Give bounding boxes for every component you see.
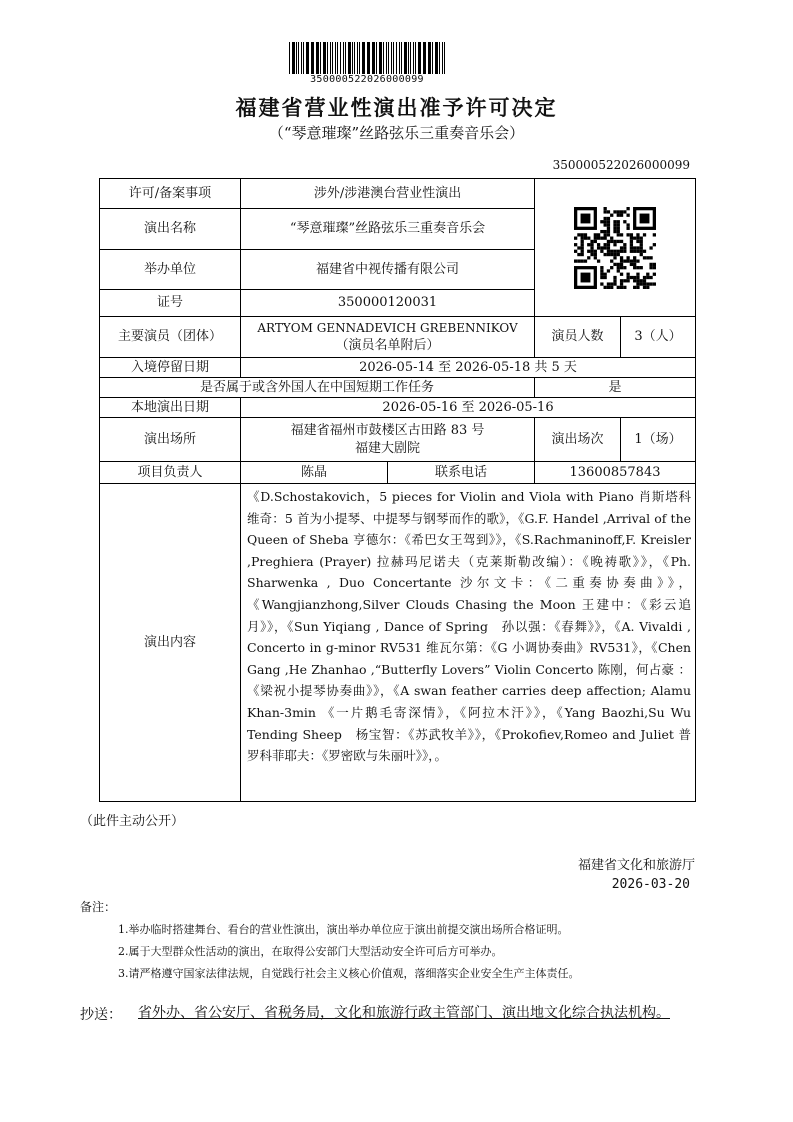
cc-label: 抄送： [80, 1007, 122, 1023]
sessions-value: 1（场） [621, 418, 696, 462]
license-type-value: 涉外/涉港澳台营业性演出 [241, 179, 535, 209]
permit-table [99, 178, 696, 802]
local-dates-label: 本地演出日期 [100, 398, 241, 418]
document-number: 350000522026000099 [552, 158, 690, 172]
note-item: 3.请严格遵守国家法律法规，自觉践行社会主义核心价值观，落细落实企业安全生产主体责任。 [118, 967, 580, 980]
notes-label: 备注： [80, 900, 117, 914]
issuer: 福建省文化和旅游厅 [577, 858, 695, 873]
short-work-value: 是 [535, 378, 696, 398]
disclosure-note: （此件主动公开） [80, 814, 185, 829]
venue-label: 演出场所 [100, 418, 241, 462]
show-name-value: “琴意璀璨”丝路弦乐三重奏音乐会 [241, 209, 535, 250]
stay-dates-label: 入境停留日期 [100, 358, 241, 378]
qr-code-cell [535, 179, 696, 317]
performer-count-label: 演员人数 [535, 317, 621, 358]
barcode-number: 350000522026000099 [310, 74, 424, 85]
venue-address: 福建省福州市鼓楼区古田路 83 号 [290, 422, 485, 438]
performer-name: ARTYOM GENNADEVICH GREBENNIKOV [257, 321, 518, 335]
stay-dates-value: 2026-05-14 至 2026-05-18 共 5 天 [241, 358, 696, 378]
cert-no-value: 350000120031 [241, 290, 535, 317]
license-type-label: 许可/备案事项 [100, 179, 241, 209]
content-label: 演出内容 [100, 484, 241, 802]
short-work-label: 是否属于或含外国人在中国短期工作任务 [100, 378, 535, 398]
organizer-value: 福建省中视传播有限公司 [241, 250, 535, 290]
manager-value: 陈晶 [241, 462, 388, 484]
manager-label: 项目负责人 [100, 462, 241, 484]
performers-label: 主要演员（团体） [100, 317, 241, 358]
document-title: 福建省营业性演出准予许可决定 [235, 95, 558, 120]
performer-list-note: （演员名单附后） [335, 338, 440, 353]
performers-value [241, 317, 535, 358]
phone-value: 13600857843 [535, 462, 696, 484]
cert-no-label: 证号 [100, 290, 241, 317]
issue-date: 2026-03-20 [611, 877, 690, 892]
local-dates-value: 2026-05-16 至 2026-05-16 [241, 398, 696, 418]
venue-value [241, 418, 535, 462]
qr-code [574, 207, 656, 289]
document-subtitle: （“琴意璀璨”丝路弦乐三重奏音乐会） [268, 124, 525, 142]
content-value: 《D.Schostakovich，5 pieces for Violin and Viola with Piano 肖斯塔科维奇：5 首为小提琴、中提琴与钢琴而作的歌》，《G.F. Handel ,Arrival of the Queen of Sheba 亨德尔：《希巴女王驾到》》，《S.Rachmaninoff,F. Kreisler ,Preghiera (Prayer) 拉赫玛尼诺夫（克莱斯勒改编）：《晚祷歌》》，《Ph. Sharwenka , Duo Concertante 沙尔文卡：《二重奏协奏曲》》，《Wangjianzhong,Silver Clouds Chasing the Moon 王建中：《彩云追月》》，《Sun Yiqiang , Dance of Spring 孙以强：《春舞》》，《A. Vivaldi , Concerto in g-minor RV531 维瓦尔第：《G 小调协奏曲》RV531》，《Chen Gang ,He Zhanhao ,“Butterfly Lovers” Violin Concerto 陈刚，何占豪 ：《梁祝小提琴协奏曲》》，《A swan feather carries deep affection; Alamu Khan-3min 《一片鹅毛寄深情》，《阿拉木汗》》，《Yang Baozhi,Su Wu Tending Sheep 杨宝智：《苏武牧羊》》，《Prokofiev,Romeo and Juliet 普罗科菲耶夫：《罗密欧与朱丽叶》》，。 [241, 484, 696, 802]
show-name-label: 演出名称 [100, 209, 241, 250]
sessions-label: 演出场次 [535, 418, 621, 462]
note-item: 2.属于大型群众性活动的演出，在取得公安部门大型活动安全许可后方可举办。 [118, 945, 503, 958]
phone-label: 联系电话 [388, 462, 535, 484]
venue-name: 福建大剧院 [355, 440, 421, 456]
performer-count-value: 3（人） [621, 317, 696, 358]
organizer-label: 举办单位 [100, 250, 241, 290]
cc-recipients: 省外办、省公安厅、省税务局，文化和旅游行政主管部门、演出地文化综合执法机构。 [138, 1005, 670, 1021]
barcode [287, 42, 447, 74]
note-item: 1.举办临时搭建舞台、看台的营业性演出，演出举办单位应于演出前提交演出场所合格证明。 [118, 923, 569, 936]
